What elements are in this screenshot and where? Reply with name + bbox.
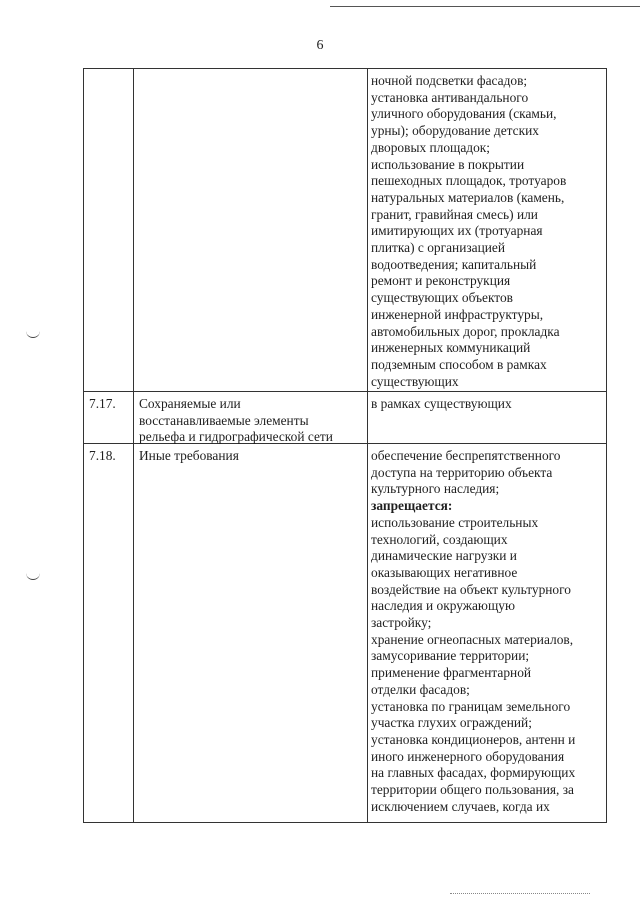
text-line: иного инженерного оборудования xyxy=(371,748,565,764)
text-line: инженерной инфраструктуры, xyxy=(371,306,544,322)
text-line: гранит, гравийная смесь) или xyxy=(371,206,538,222)
row-requirement-cell xyxy=(368,444,606,822)
row-requirement-cell xyxy=(368,69,606,391)
top-rule xyxy=(330,6,640,7)
text-line: обеспечение беспрепятственного xyxy=(371,448,561,463)
text-line: хранение огнеопасных материалов, xyxy=(371,631,574,647)
text-line: существующих xyxy=(371,373,459,389)
row-name-cell xyxy=(134,392,368,443)
text-line: натуральных материалов (камень, xyxy=(371,189,565,205)
text-line: Сохраняемые или xyxy=(139,396,241,411)
page-number: 6 xyxy=(316,38,324,53)
text-line: подземным способом в рамках xyxy=(371,356,547,372)
text-line: Иные требования xyxy=(139,448,239,463)
text-line: имитирующих их (тротуарная xyxy=(371,223,543,239)
text-line: исключением случаев, когда их xyxy=(371,798,550,814)
text-line: установка антивандального xyxy=(371,89,529,105)
text-line: запрещается: xyxy=(371,498,453,514)
text-line: установка кондиционеров, антенн и xyxy=(371,731,576,747)
row-number-cell: 7.17. xyxy=(84,392,134,443)
text-line: воздействие на объект культурного xyxy=(371,581,571,597)
scan-mark xyxy=(26,572,40,580)
text-line: автомобильных дорог, прокладка xyxy=(371,323,560,339)
text-line: отделки фасадов; xyxy=(371,681,470,697)
scan-artifact xyxy=(450,893,590,896)
text-line: применение фрагментарной xyxy=(371,665,532,681)
requirements-table xyxy=(83,68,607,823)
text-line: дворовых площадок; xyxy=(371,139,491,155)
text-line: оказывающих негативное xyxy=(371,564,518,580)
text-line: культурного наследия; xyxy=(371,481,500,497)
text-line: уличного оборудования (скамьи, xyxy=(371,106,557,122)
scan-mark xyxy=(26,330,40,338)
row-requirement-cell xyxy=(368,392,606,443)
text-line: в рамках существующих xyxy=(371,396,512,411)
text-line: урны); оборудование детских xyxy=(371,123,539,139)
table-row-7-18 xyxy=(84,443,606,822)
text-line: рельефа и гидрографической сети xyxy=(139,429,333,445)
text-line: технологий, создающих xyxy=(371,531,508,547)
text-line: территории общего пользования, за xyxy=(371,782,574,798)
text-line: участка глухих ограждений; xyxy=(371,715,532,731)
text-line: ночной подсветки фасадов; xyxy=(371,73,528,88)
row-name-cell xyxy=(134,69,368,391)
text-line: установка по границам земельного xyxy=(371,698,571,714)
table-row-7-17 xyxy=(84,391,606,443)
text-line: пешеходных площадок, тротуаров xyxy=(371,173,567,189)
text-line: доступа на территорию объекта xyxy=(371,464,553,480)
row-number-cell xyxy=(84,69,134,391)
row-number-cell: 7.18. xyxy=(84,444,134,822)
table-row-continuation xyxy=(84,69,606,391)
text-line: восстанавливаемые элементы xyxy=(139,412,309,428)
text-line: застройку; xyxy=(371,615,432,631)
text-line: использование строительных xyxy=(371,514,539,530)
row-name-cell xyxy=(134,444,368,822)
text-line: плитка) с организацией xyxy=(371,240,506,256)
text-line: динамические нагрузки и xyxy=(371,548,517,564)
text-line: ремонт и реконструкция xyxy=(371,273,511,289)
text-line: существующих объектов xyxy=(371,290,513,306)
text-line: на главных фасадах, формирующих xyxy=(371,765,576,781)
text-line: инженерных коммуникаций xyxy=(371,340,531,356)
text-line: использование в покрытии xyxy=(371,156,525,172)
text-line: водоотведения; капитальный xyxy=(371,256,537,272)
text-line: наследия и окружающую xyxy=(371,598,515,614)
text-line: замусоривание территории; xyxy=(371,648,530,664)
